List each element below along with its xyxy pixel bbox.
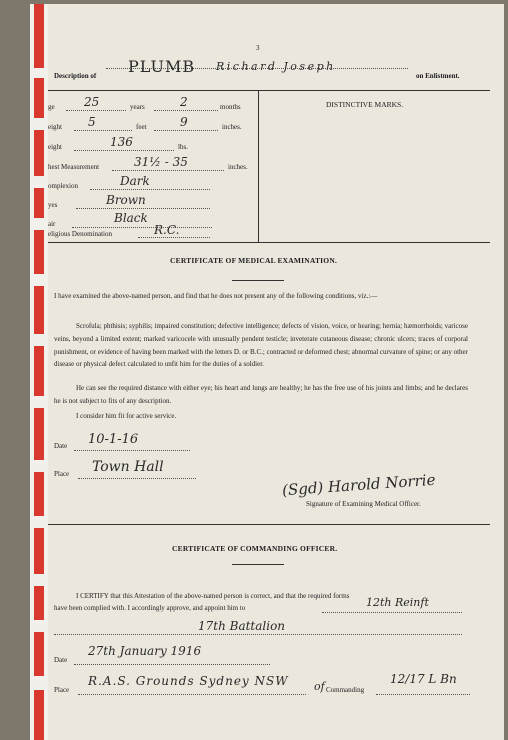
medical-date-value: 10-1-16 xyxy=(88,432,139,447)
battalion-handwritten: 17th Battalion xyxy=(198,619,286,633)
lbs-label: lbs. xyxy=(178,143,188,151)
field-label-religion: eligious Denomination xyxy=(48,230,112,238)
medical-place-label: Place xyxy=(54,470,70,478)
description-label: Description of xyxy=(54,72,97,80)
field-line xyxy=(76,208,210,209)
years-label: years xyxy=(130,103,145,111)
field-line xyxy=(72,227,212,228)
medical-fit-statement: I consider him fit for active service. xyxy=(76,412,177,420)
red-tape-segment xyxy=(34,230,44,274)
field-line xyxy=(112,170,224,171)
appoint-dotted-line xyxy=(322,612,462,613)
red-tape-segment xyxy=(34,472,44,516)
table-divider xyxy=(258,90,259,242)
height-inches-value: 9 xyxy=(180,115,188,129)
months-label: months xyxy=(220,103,241,111)
section-divider xyxy=(44,524,490,525)
field-label-hair: air xyxy=(48,220,56,228)
weight-value: 136 xyxy=(110,135,133,149)
field-line xyxy=(66,110,126,111)
attestation-page xyxy=(30,4,504,740)
red-tape-segment xyxy=(34,78,44,118)
medical-signature-handwritten: (Sgd) Harold Norrie xyxy=(281,470,436,500)
medical-place-value: Town Hall xyxy=(92,459,164,475)
commanding-heading: CERTIFICATE OF COMMANDING OFFICER. xyxy=(172,544,338,553)
commanding-certify-text: I CERTIFY that this Attestation of the above-named person is correct, and that the required forms xyxy=(76,592,350,600)
place-dotted-line xyxy=(78,478,196,479)
distinctive-marks-heading: DISTINCTIVE MARKS. xyxy=(326,100,404,109)
field-line xyxy=(138,237,210,238)
red-tape-segment xyxy=(34,408,44,460)
on-enlistment-label: on Enlistment. xyxy=(416,72,460,80)
red-tape-segment xyxy=(34,528,44,574)
field-line xyxy=(74,150,174,151)
field-line xyxy=(90,189,210,190)
unit-handwritten: 12th Reinft xyxy=(366,596,429,609)
field-label-complexion: omplexion xyxy=(48,182,78,190)
inches-label: inches. xyxy=(222,123,242,131)
red-tape-segment xyxy=(34,346,44,396)
hair-value: Black xyxy=(114,211,148,225)
chest-value: 31½ - 35 xyxy=(134,155,188,169)
age-years-value: 25 xyxy=(84,95,100,109)
field-label-eyes: yes xyxy=(48,201,58,209)
medical-date-label: Date xyxy=(54,442,68,450)
commanding-unit-value: 12/17 L Bn xyxy=(390,672,457,686)
heading-underline xyxy=(232,564,284,565)
commanding-date-label: Date xyxy=(54,656,68,664)
commanding-date-line xyxy=(74,664,270,665)
field-line xyxy=(74,130,132,131)
field-label-weight: eight xyxy=(48,143,62,151)
red-tape-segment xyxy=(34,188,44,218)
medical-sight-statement: He can see the required distance with either eye; his heart and lungs are healthy; he has the free use of his joints and limbs; and he declares he is not subject to fits of any description. xyxy=(54,384,468,405)
heading-underline xyxy=(232,280,284,281)
field-line xyxy=(154,110,218,111)
surname-handwritten: PLUMB xyxy=(128,57,196,76)
red-tape-segment xyxy=(34,586,44,620)
table-bottom-rule xyxy=(44,242,490,243)
commanding-place-line xyxy=(78,694,306,695)
chest-inches-label: inches. xyxy=(228,163,248,171)
date-dotted-line xyxy=(74,450,190,451)
page-number: 3 xyxy=(256,44,260,52)
commanding-approve-text: have been complied with. I accordingly approve, and appoint him to xyxy=(54,604,246,612)
medical-heading: CERTIFICATE OF MEDICAL EXAMINATION. xyxy=(170,256,338,265)
commanding-place-label: Place xyxy=(54,686,70,694)
commanding-place-value: R.A.S. Grounds Sydney NSW xyxy=(88,674,289,688)
commanding-date-value: 27th January 1916 xyxy=(88,644,202,658)
field-label-chest: hest Measurement xyxy=(48,163,100,171)
red-tape-segment xyxy=(34,4,44,68)
medical-intro: I have examined the above-named person, and find that he does not present any of the following conditions, viz.:— xyxy=(54,292,378,300)
medical-conditions: Scrofula; phthisis; syphilis; impaired constitution; defective intelligence; defects of vision, voice, or hearing; hernia; hæmorrhoids; varicose veins, beyond a limited extent; marked varicocele with unusually pendent testicle; inveterate cutaneous disease; chronic ulcers; traces of corporal punishment, or evidence of having been marked with the letters D. or B.C.; contracted or deformed chest; abnormal curvature of spine; or any other disease or physical defect calculated to unfit him for the duties of a soldier. xyxy=(54,322,468,369)
feet-label: feet xyxy=(136,123,147,131)
red-tape-segment xyxy=(34,690,44,740)
given-names-handwritten: Richard Joseph xyxy=(216,60,336,73)
religion-value: R.C. xyxy=(154,223,180,237)
field-label-age: ge xyxy=(48,103,55,111)
age-months-value: 2 xyxy=(180,95,188,109)
red-tape-segment xyxy=(34,632,44,676)
commanding-label: Commanding xyxy=(326,686,365,694)
of-word: of xyxy=(314,680,325,693)
complexion-value: Dark xyxy=(120,174,150,188)
field-line xyxy=(154,130,218,131)
eyes-value: Brown xyxy=(106,193,146,207)
red-tape-segment xyxy=(34,130,44,176)
table-top-rule xyxy=(44,90,490,91)
field-label-height: eight xyxy=(48,123,62,131)
height-feet-value: 5 xyxy=(88,115,96,129)
commanding-unit-line xyxy=(376,694,470,695)
medical-signature-label: Signature of Examining Medical Officer. xyxy=(306,500,421,508)
battalion-dotted-line xyxy=(54,634,462,635)
red-tape-segment xyxy=(34,286,44,334)
